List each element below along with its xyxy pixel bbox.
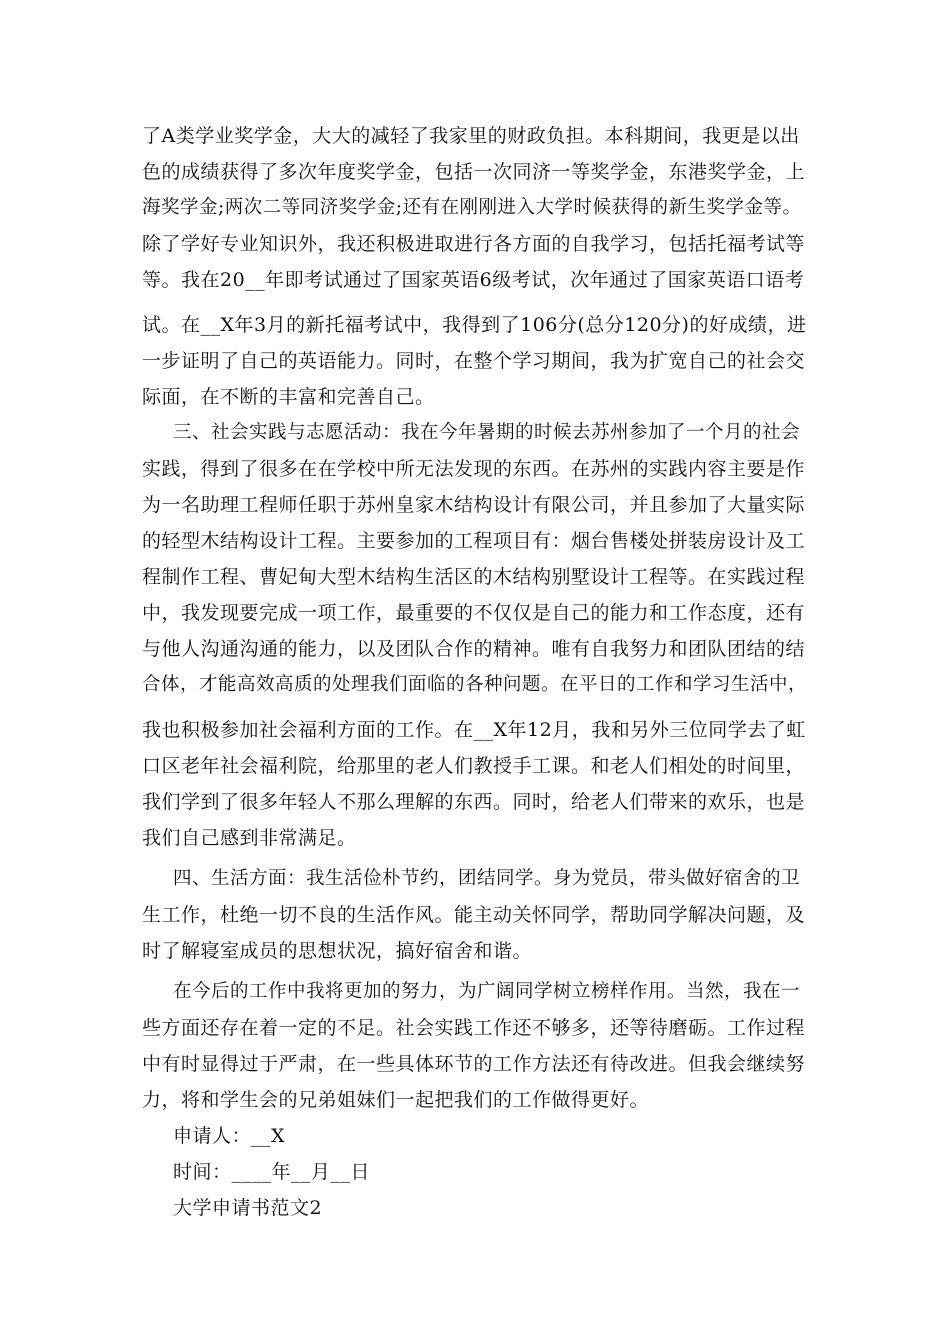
text-line: 时了解寝室成员的思想状况，搞好宿舍和谐。 bbox=[142, 940, 533, 962]
date-line: 时间：____年__月__日 bbox=[173, 1161, 371, 1183]
text-line: 中，我发现要完成一项工作，最重要的不仅仅是自己的能力和工作态度，还有 bbox=[142, 602, 806, 624]
text-line: 实践，得到了很多在在学校中所无法发现的东西。在苏州的实践内容主要是作 bbox=[142, 458, 806, 480]
text-line: 等。我在20__年即考试通过了国家英语6级考试，次年通过了国家英语口语考 bbox=[142, 269, 805, 291]
text-line: 与他人沟通沟通的能力，以及团队合作的精神。唯有自我努力和团队团结的结 bbox=[142, 638, 806, 660]
next-sample-title: 大学申请书范文2 bbox=[173, 1197, 323, 1219]
section-heading-social-practice: 三、社会实践与志愿活动：我在今年暑期的时候去苏州参加了一个月的社会 bbox=[173, 422, 801, 443]
text-line: 除了学好专业知识外，我还积极进取进行各方面的自我学习，包括托福考试等 bbox=[142, 233, 806, 255]
text-line: 的轻型木结构设计工程。主要参加的工程项目有：烟台售楼处拼装房设计及工 bbox=[142, 530, 806, 552]
text-line: 中有时显得过于严肃，在一些具体环节的工作方法还有待改进。但我会继续努 bbox=[142, 1053, 806, 1075]
text-line: 程制作工程、曹妃甸大型木结构生活区的木结构别墅设计工程等。在实践过程 bbox=[142, 566, 806, 588]
text-line: 色的成绩获得了多次年度奖学金，包括一次同济一等奖学金，东港奖学金，上 bbox=[142, 161, 806, 183]
text-line: 我也积极参加社会福利方面的工作。在__X年12月，我和另外三位同学去了虹 bbox=[142, 719, 806, 741]
text-line: 了A类学业奖学金，大大的减轻了我家里的财政负担。本科期间，我更是以出 bbox=[142, 125, 800, 147]
text-line: 我们学到了很多年轻人不那么理解的东西。同时，给老人们带来的欢乐，也是 bbox=[142, 791, 806, 813]
text-line: 口区老年社会福利院，给那里的老人们教授手工课。和老人们相处的时间里， bbox=[142, 755, 806, 777]
applicant-line: 申请人：__X bbox=[173, 1125, 286, 1147]
section-heading-life: 四、生活方面：我生活俭朴节约，团结同学。身为党员，带头做好宿舍的卫 bbox=[173, 868, 801, 889]
text-line: 生工作，杜绝一切不良的生活作风。能主动关怀同学，帮助同学解决问题，及 bbox=[142, 904, 806, 926]
text-line: 我们自己感到非常满足。 bbox=[142, 827, 357, 849]
paragraph-start: 在今后的工作中我将更加的努力，为广阔同学树立榜样作用。当然，我在一 bbox=[173, 981, 801, 1002]
text-line: 力，将和学生会的兄弟姐妹们一起把我们的工作做得更好。 bbox=[142, 1089, 650, 1111]
text-line: 些方面还存在着一定的不足。社会实践工作还不够多，还等待磨砺。工作过程 bbox=[142, 1017, 806, 1039]
text-line: 海奖学金;两次二等同济奖学金;还有在刚刚进入大学时候获得的新生奖学金等。 bbox=[142, 197, 802, 218]
text-line: 试。在__X年3月的新托福考试中，我得到了106分(总分120分)的好成绩，进 bbox=[142, 314, 807, 336]
text-line: 合体，才能高效高质的处理我们面临的各种问题。在平日的工作和学习生活中， bbox=[142, 674, 808, 695]
text-line: 一步证明了自己的英语能力。同时，在整个学习期间，我为扩宽自己的社会交 bbox=[142, 350, 806, 372]
text-line: 为一名助理工程师任职于苏州皇家木结构设计有限公司，并且参加了大量实际 bbox=[142, 494, 806, 516]
text-line: 际面，在不断的丰富和完善自己。 bbox=[142, 386, 435, 408]
